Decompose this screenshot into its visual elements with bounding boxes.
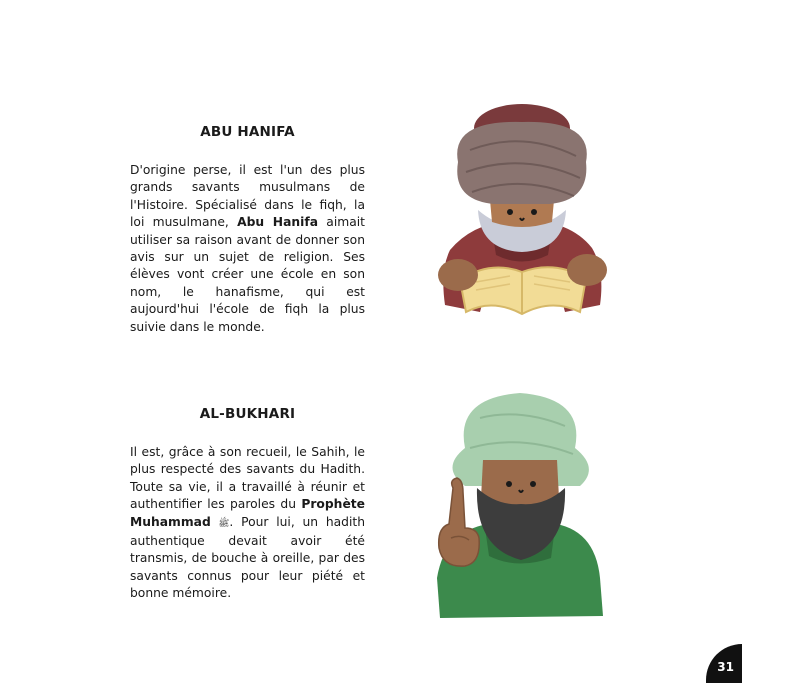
- honorific-glyph: ﷺ: [218, 518, 230, 529]
- face: [490, 200, 554, 227]
- face: [481, 460, 559, 506]
- al-bukhari-heading: AL-BUKHARI: [199, 406, 296, 422]
- abu-hanifa-heading: ABU HANIFA: [200, 124, 295, 140]
- abu-hanifa-section: [130, 124, 365, 336]
- page-number-tab: [706, 644, 742, 683]
- al-bukhari-section: [130, 406, 365, 603]
- page-number: 31: [717, 660, 734, 674]
- scholar-finger-illustration: [425, 388, 605, 623]
- raised-hand: [439, 478, 480, 566]
- scholar-reading-illustration: [430, 100, 610, 325]
- abu-hanifa-paragraph: D'origine perse, il est l'un des plus grands savants musulmans de l'Histoire. Spécialisé dans le fiqh, la loi musulmane, Abu Hanifa aimait utiliser sa raison avant de donner son avis sur un sujet de religion. Ses élèves vont créer une école en son nom, le hanafisme, qui est aujourd'hui l'école de fiqh la plus suivie dans le monde.: [130, 163, 365, 334]
- al-bukhari-paragraph: Il est, grâce à son recueil, le Sahih, le plus respecté des savants du Hadith. Toute sa vie, il a travaillé à réunir et authentifier les paroles du Prophète Muhammad ﷺ. Pour lui, un hadith authentique devait avoir été transmis, de bouche à oreille, par des savants connus pour leur piété et bonne mémoire.: [130, 445, 365, 601]
